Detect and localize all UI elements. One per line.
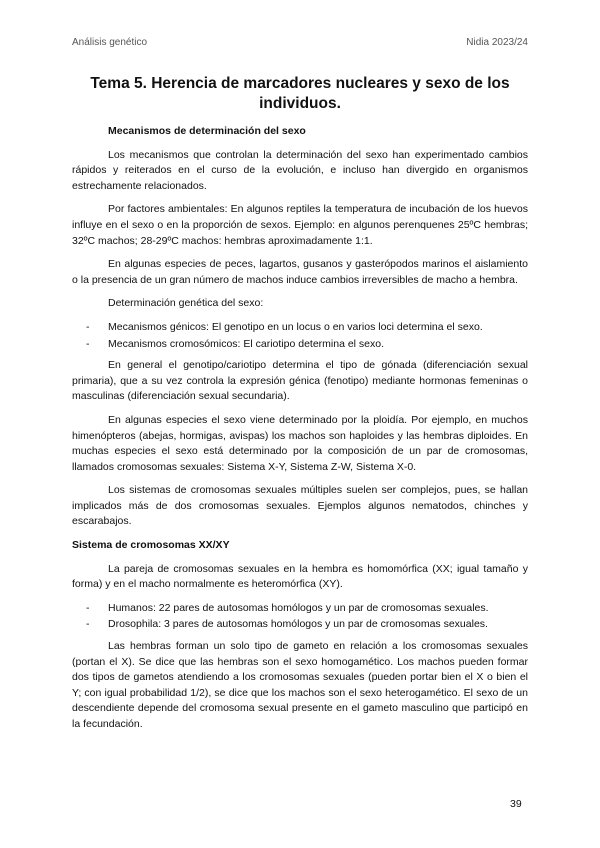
- section-heading-xxxy: Sistema de cromosomas XX/XY: [72, 539, 230, 552]
- list-item-text: Humanos: 22 pares de autosomas homólogos y un par de cromosomas sexuales.: [108, 601, 489, 614]
- list-item: [72, 601, 528, 617]
- page-title: Tema 5. Herencia de marcadores nucleares y sexo de los individuos.: [90, 75, 510, 112]
- paragraph: La pareja de cromosomas sexuales en la hembra es homomórfica (XX; igual tamaño y forma) y en el macho normalmente es heteromórfica (XY).: [72, 562, 528, 591]
- list-item: [72, 337, 528, 353]
- header-course: Análisis genético: [72, 37, 148, 48]
- page-number: 39: [510, 798, 522, 810]
- list-dash: -: [86, 601, 90, 614]
- header-author: Nidia 2023/24: [466, 37, 528, 48]
- list-item-text: Mecanismos cromosómicos: El cariotipo determina el sexo.: [108, 337, 385, 350]
- paragraph: Las hembras forman un solo tipo de gameto en relación a los cromosomas sexuales (portan el X). Se dice que las hembras son el sexo homogamético. Los machos pueden formar dos tipos de gametos atendiendo a los cromosomas sexuales (pueden portar bien el X o bien el Y; con igual probabilidad 1/2), se dice que los machos son el sexo heterogamético. El sexo de un descendiente depende del cromosoma sexual presente en el gameto masculino que participó en la fecundación.: [72, 640, 528, 730]
- paragraph: En general el genotipo/cariotipo determina el tipo de gónada (diferenciación sexual primaria), que a su vez controla la expresión génica (fenotipo) mediante hormonas femeninas o masculinas (diferenciación sexual secundaria).: [72, 359, 528, 403]
- document-body: [72, 124, 528, 741]
- list-item-text: Mecanismos génicos: El genotipo en un locus o en varios loci determina el sexo.: [108, 320, 483, 333]
- list-dash: -: [86, 618, 90, 631]
- species-list: [72, 601, 528, 633]
- genetic-determination-list: [72, 320, 528, 352]
- list-item-text: Drosophila: 3 pares de autosomas homólogos y un par de cromosomas sexuales.: [108, 618, 488, 631]
- list-item: [72, 617, 528, 633]
- paragraph: En algunas especies el sexo viene determinado por la ploidía. Por ejemplo, en muchos himenópteros (abejas, hormigas, avispas) los machos son haploides y las hembras diploides. En muchas especies el sexo está determinado por la composición de un par de cromosomas, llamados cromosomas sexuales: Sistema X-Y, Sistema Z-W, Sistema X-0.: [72, 413, 528, 473]
- list-dash: -: [86, 337, 90, 350]
- paragraph: Por factores ambientales: En algunos reptiles la temperatura de incubación de los huevos influye en el sexo o en la proporción de sexos. Ejemplo: en algunos perenquenes 25ºC hembras; 32ºC machos; 28-29ºC machos: hembras aproximadamente 1:1.: [72, 203, 528, 247]
- list-dash: -: [86, 320, 90, 333]
- list-item: [72, 320, 528, 336]
- paragraph: Determinación genética del sexo:: [108, 297, 264, 310]
- paragraph: Los sistemas de cromosomas sexuales múltiples suelen ser complejos, pues, se hallan implicados más de dos cromosomas sexuales. Ejemplos algunos nematodos, chinches y escarabajos.: [72, 484, 528, 528]
- section-heading-mechanisms: Mecanismos de determinación del sexo: [108, 125, 306, 137]
- paragraph: Los mecanismos que controlan la determinación del sexo han experimentado cambios rápidos y reiterados en el curso de la evolución, e incluso han divergido en organismos estrechamente relacionados.: [72, 148, 528, 192]
- paragraph: En algunas especies de peces, lagartos, gusanos y gasterópodos marinos el aislamiento o la presencia de un gran número de machos induce cambios irreversibles de macho a hembra.: [72, 258, 528, 286]
